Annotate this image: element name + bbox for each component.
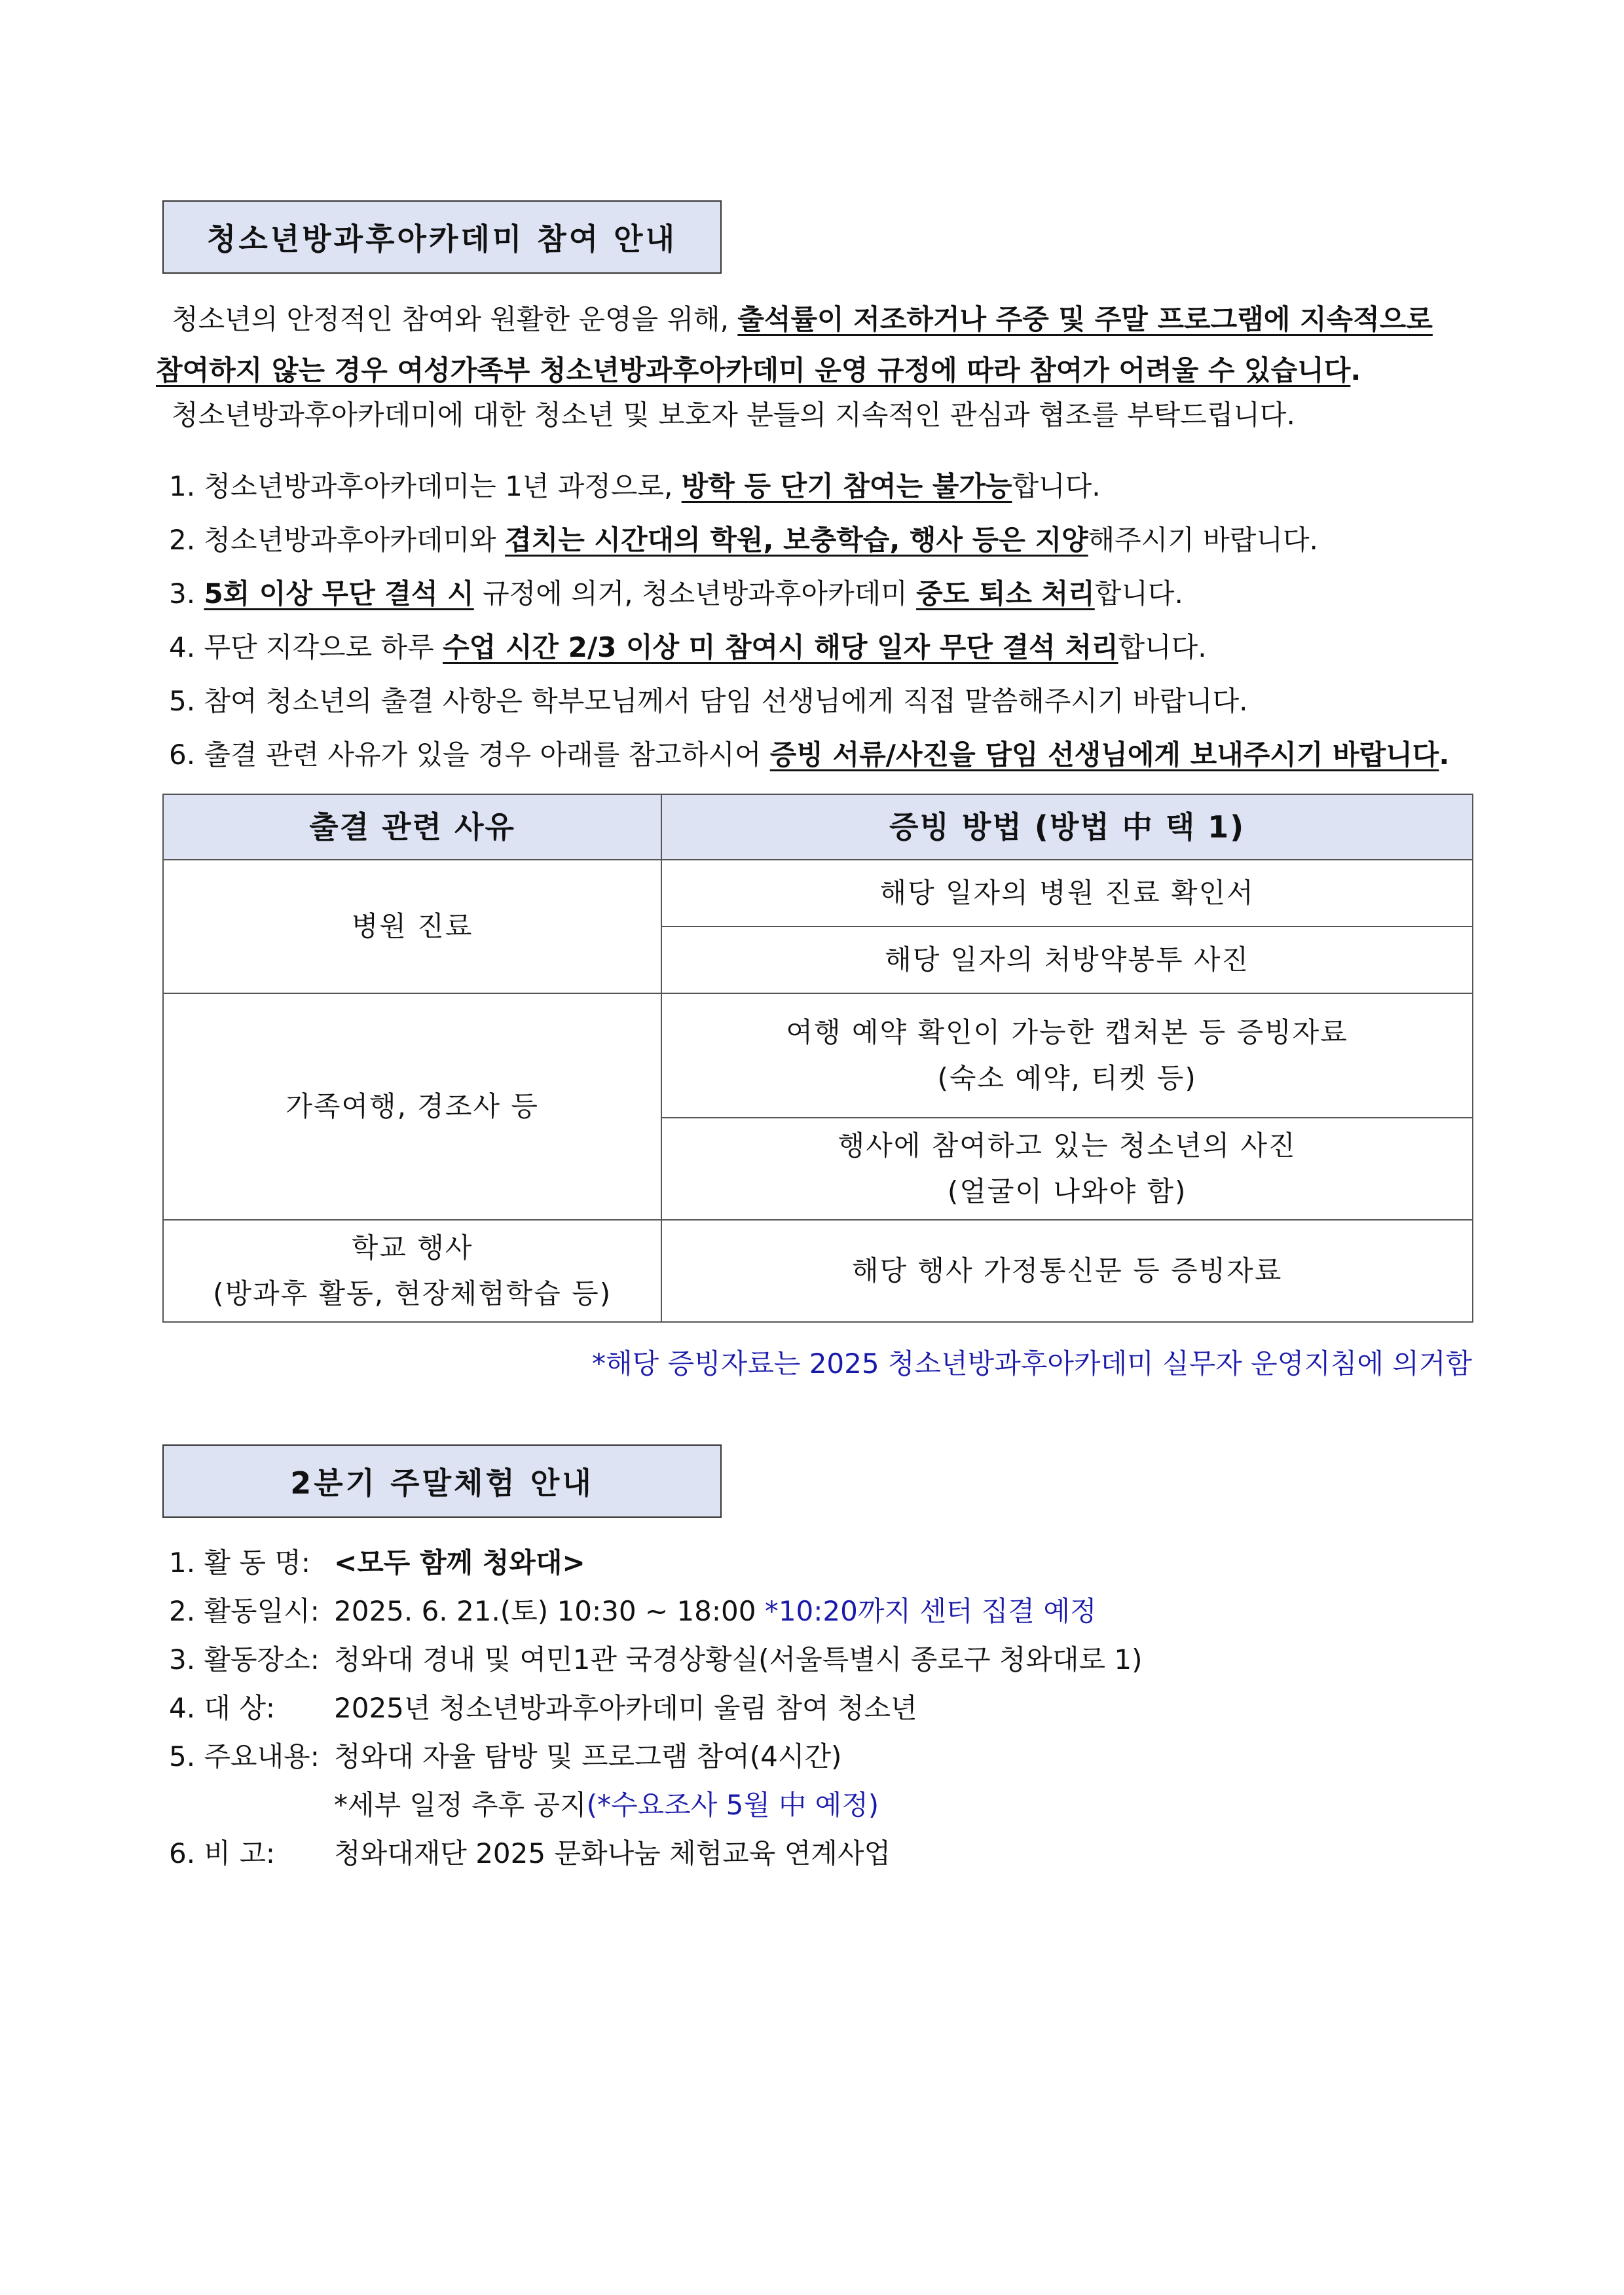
proof-cell: 해당 행사 가정통신문 등 증빙자료 <box>661 1220 1473 1322</box>
info-row: 4. 대 상: 2025년 청소년방과후아카데미 울림 참여 청소년 <box>169 1692 917 1724</box>
rule-item: 4. 무단 지각으로 하루 수업 시간 2/3 이상 미 참여시 해당 일자 무단 결석 처리합니다. <box>169 631 1207 663</box>
intro-end: . <box>1350 354 1361 386</box>
intro-plain: 청소년의 안정적인 참여와 원활한 운영을 위해, <box>172 303 729 335</box>
weekend-info-list <box>169 1539 1479 1878</box>
header-reason: 출결 관련 사유 <box>163 794 661 860</box>
proof-cell: 해당 일자의 처방약봉투 사진 <box>661 927 1473 993</box>
intro-bold2: 참여하지 않는 경우 여성가족부 청소년방과후아카데미 운영 규정에 따라 참여가 어려울 수 있습니다 <box>156 354 1351 386</box>
table-row <box>163 993 1473 1118</box>
info-subrow: *세부 일정 추후 공지 (*수요조사 5월 中 예정) <box>334 1789 879 1821</box>
proof-note: *해당 증빙자료는 2025 청소년방과후아카데미 실무자 운영지침에 의거함 <box>591 1348 1472 1380</box>
intro-line1 <box>172 293 1494 346</box>
reason-family: 가족여행, 경조사 등 <box>163 993 661 1220</box>
proof-cell: 여행 예약 확인이 가능한 캡처본 등 증빙자료 (숙소 예약, 티켓 등) <box>661 993 1473 1118</box>
info-row: 2. 활동일시: 2025. 6. 21.(토) 10:30 ~ 18:00 *10:20까지 센터 집결 예정 <box>169 1595 1097 1627</box>
info-row: 1. 활 동 명: <모두 함께 청와대> <box>169 1547 585 1579</box>
reason-school: 학교 행사 (방과후 활동, 현장체험학습 등) <box>163 1220 661 1322</box>
table-header-row <box>163 794 1473 860</box>
table-row <box>163 1220 1473 1322</box>
rule-item: 1. 청소년방과후아카데미는 1년 과정으로, 방학 등 단기 참여는 불가능합니다. <box>169 470 1101 502</box>
info-row: 3. 활동장소: 청와대 경내 및 여민1관 국경상황실(서울특별시 종로구 청와대로 1) <box>169 1643 1143 1676</box>
rule-item: 6. 출결 관련 사유가 있을 경우 아래를 참고하시어 증빙 서류/사진을 담임 선생님에게 보내주시기 바랍니다. <box>169 739 1450 771</box>
rule-item: 2. 청소년방과후아카데미와 겹치는 시간대의 학원, 보충학습, 행사 등은 지양해주시기 바랍니다. <box>169 524 1318 556</box>
section2-title: 2분기 주말체험 안내 <box>162 1444 722 1518</box>
attendance-proof-table <box>162 794 1473 1323</box>
header-proof: 증빙 방법 (방법 中 택 1) <box>661 794 1473 860</box>
rule-item: 5. 참여 청소년의 출결 사항은 학부모님께서 담임 선생님에게 직접 말씀해주시기 바랍니다. <box>169 685 1248 717</box>
rules-list <box>169 460 1479 782</box>
table-row <box>163 860 1473 927</box>
rule-item: 3. 5회 이상 무단 결석 시 규정에 의거, 청소년방과후아카데미 중도 퇴소 처리합니다. <box>169 578 1183 610</box>
proof-cell: 해당 일자의 병원 진료 확인서 <box>661 860 1473 927</box>
info-row: 6. 비 고: 청와대재단 2025 문화나눔 체험교육 연계사업 <box>169 1837 891 1869</box>
intro-line3: 청소년방과후아카데미에 대한 청소년 및 보호자 분들의 지속적인 관심과 협조를 부탁드립니다. <box>172 399 1295 431</box>
reason-hospital: 병원 진료 <box>163 860 661 993</box>
info-row: 5. 주요내용: 청와대 자율 탐방 및 프로그램 참여(4시간) <box>169 1740 842 1772</box>
proof-cell: 행사에 참여하고 있는 청소년의 사진 (얼굴이 나와야 함) <box>661 1118 1473 1220</box>
intro-bold1: 출석률이 저조하거나 주중 및 주말 프로그램에 지속적으로 <box>737 303 1433 335</box>
section1-title: 청소년방과후아카데미 참여 안내 <box>162 200 722 274</box>
